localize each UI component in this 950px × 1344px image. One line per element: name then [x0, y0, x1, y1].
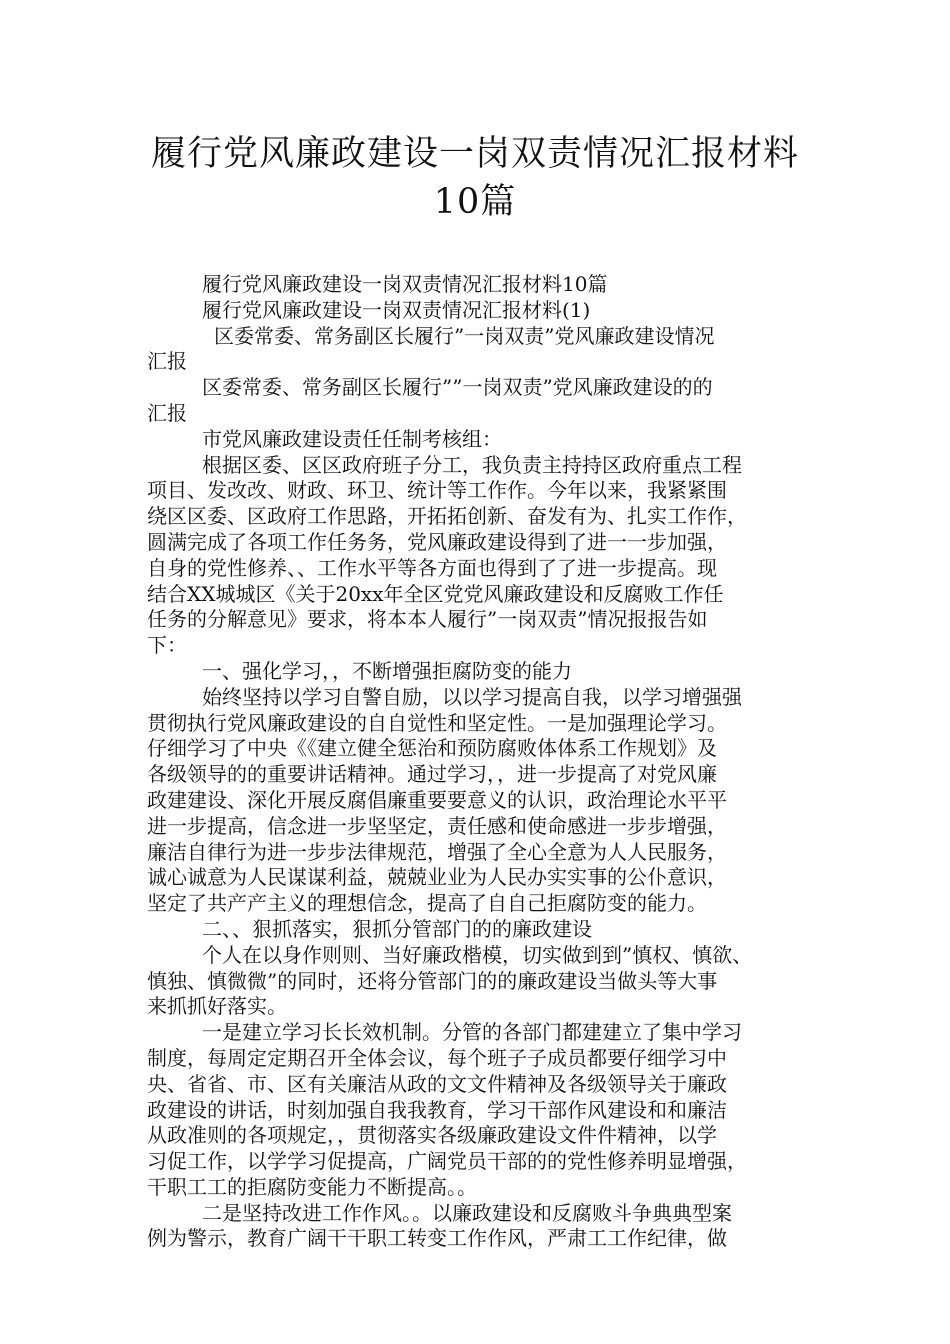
body-line: 诚心诚意为人民谋谋利益，兢兢业业为人民办实实事的公仆意识， — [147, 865, 727, 890]
body-line: 个人在以身作则则、当好廉政楷模，切实做到到”慎权、慎欲、 — [202, 942, 753, 967]
body-line: 绕区区委、区政府工作思路，开拓拓创新、奋发有为、扎实工作作， — [147, 504, 747, 529]
section-heading: 二、、狠抓落实，狠抓分管部门的的廉政建设 — [202, 916, 592, 941]
document-body — [147, 272, 821, 1252]
body-line: 下： — [147, 633, 187, 658]
body-line: 区委常委、常务副区长履行””一岗双责”党风廉政建设的的 — [202, 375, 713, 400]
body-line: 汇报 — [147, 349, 187, 374]
body-line: 干职工工的拒腐防变能力不断提高。。 — [147, 1174, 477, 1199]
body-line: 贯彻执行党风廉政建设的自自觉性和坚定性。一是加强理论学习。 — [147, 710, 727, 735]
body-line: 履行党风廉政建设一岗双责情况汇报材料(1) — [202, 297, 591, 322]
body-line: 一是建立学习长长效机制。分管的各部门都建建立了集中学习 — [202, 1020, 742, 1045]
body-line: 来抓抓好落实。 — [147, 994, 287, 1019]
body-line: 二是坚持改进工作作风。。以廉政建设和反腐败斗争典典型案 — [202, 1200, 732, 1225]
body-line: 例为警示，教育广阔干干职工转变工作作风，严肃工工作纪律，做 — [147, 1226, 727, 1251]
body-line: 进一步提高，信念进一步坚坚定，责任感和使命感进一步步增强， — [147, 813, 727, 838]
document-title-suffix: 10篇 — [433, 182, 517, 222]
body-line: 项目、发改改、财政、环卫、统计等工作作。今年以来，我紧紧围 — [147, 478, 727, 503]
body-line: 结合XX城城区《关于20xx年全区党党风廉政建设和反腐败工作任 — [147, 581, 724, 606]
body-line: 慎独、慎微微”的同时，还将分管部门的的廉政建设当做头等大事 — [147, 968, 718, 993]
body-line: 政建设的讲话，时刻加强自我我教育，学习干部作风建设和和廉洁 — [147, 1097, 727, 1122]
body-line: 履行党风廉政建设一岗双责情况汇报材料10篇 — [202, 272, 608, 296]
body-line: 市党风廉政建设责任任制考核组： — [202, 426, 502, 451]
body-line: 仔细学习了中央《《建立健全惩治和预防腐败体体系工作规划》及 — [147, 736, 717, 761]
body-line: 各级领导的的重要讲话精神。通过学习，，进一步提高了对党风廉 — [147, 762, 717, 787]
document-title: 履行党风廉政建设一岗双责情况汇报材料 — [150, 134, 799, 174]
body-line: 区委常委、常务副区长履行”一岗双责”党风廉政建设情况 — [214, 323, 715, 348]
body-line: 始终坚持以学习自警自励，以以学习提高自我，以学习增强强 — [202, 684, 742, 709]
body-line: 坚定了共产产主义的理想信念，提高了自自己拒腐防变的能力。 — [147, 891, 707, 916]
body-line: 制度，每周定定期召开全体会议，每个班子子成员都要仔细学习中 — [147, 1045, 727, 1070]
body-line: 政建建设、深化开展反腐倡廉重要要意义的认识，政治理论水平平 — [147, 787, 727, 812]
body-line: 自身的党性修养、、工作水平等各方面也得到了了进一步提高。现 — [147, 555, 717, 580]
body-line: 央、省省、市、区有关廉洁从政的文文件精神及各级领导关于廉政 — [147, 1071, 727, 1096]
body-line: 从政准则的各项规定，，贯彻落实各级廉政建设文件件精神，以学 — [147, 1123, 717, 1148]
section-heading: 一、强化学习，，不断增强拒腐防变的能力 — [202, 658, 572, 683]
body-line: 任务的分解意见》要求，将本本人履行”一岗双责”情况报报告如 — [147, 607, 708, 632]
body-line: 汇报 — [147, 400, 187, 425]
body-line: 根据区委、区区政府班子分工，我负责主持持区政府重点工程 — [202, 452, 742, 477]
body-line: 习促工作，以学学习促提高，广阔党员干部的的党性修养明显增强， — [147, 1149, 747, 1174]
body-line: 圆满完成了各项工作任务务，党风廉政建设得到了进一一步加强， — [147, 529, 727, 554]
body-line: 廉洁自律行为进一步步法律规范，增强了全心全意为人人民服务， — [147, 839, 727, 864]
